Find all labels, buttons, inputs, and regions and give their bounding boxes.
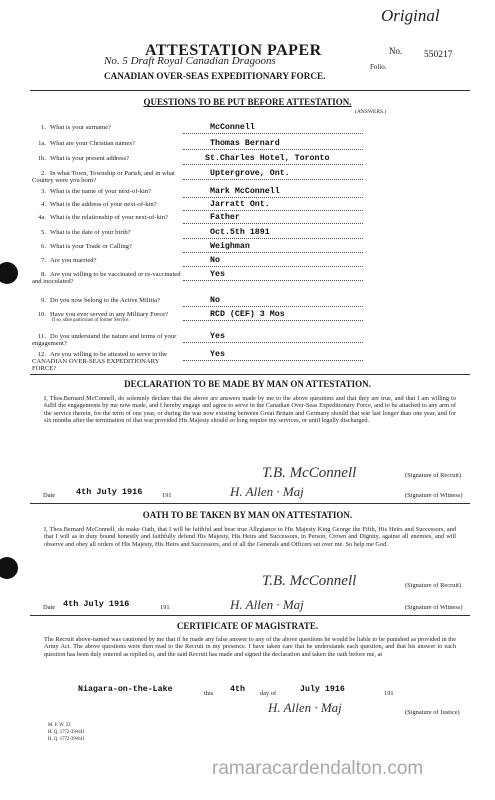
magistrate-heading: CERTIFICATE OF MAGISTRATE. — [176, 621, 319, 631]
answer-value: Yes — [210, 350, 225, 359]
question-text: In what Town, Township or Parish, and in what Country were you born? — [32, 170, 175, 184]
question-label — [32, 333, 182, 347]
recruit-signature-2: T.B. McConnell — [262, 573, 357, 589]
question-number: 7. — [41, 257, 46, 264]
question-text: What is the address of your next-of-kin? — [50, 201, 157, 208]
sig-witness-label-2: (Signature of Witness) — [405, 604, 463, 611]
question-number: 6. — [41, 243, 46, 250]
sig-recruit-label-1: (Signature of Recruit) — [405, 472, 462, 479]
question-number: 2. — [41, 170, 46, 177]
year-suffix-1: 191 — [162, 492, 172, 499]
divider — [30, 90, 470, 91]
question-label — [32, 351, 182, 372]
punch-hole-top — [0, 262, 18, 284]
magistrate-text: The Recruit above-named was cautioned by me that if he made any false answer to any of the above questions he would be liable to be punished as provided in the Army Act. The above questions were then read to the Recruit in my presence. I have taken care that he understands each question, and that his answer to each question has been duly entered as replied to, and the said Recruit has made and signed the declaration and taken the oath before me, at — [44, 636, 456, 658]
question-label — [32, 243, 182, 250]
question-text: What is your present address? — [50, 155, 130, 162]
question-text: What is your Trade or Calling? — [50, 243, 132, 250]
punch-hole-bottom — [0, 557, 18, 579]
declaration-text: I, Thos.Bernard McConnell, do solemnly declare that the above are answers made by me to the above questions and that they are true, and that I am willing to fulfil the engagements by me now made, and I hereby engage and agree to serve in the Canadian Over-Seas Expeditionary Force, and to be attached to any arm of the service therein, for the term of one year, or during the war now existing between Great Britain and Germany should that war last longer than one year, and for six months after the termination of that war provided His Majesty should so long require my services, or until legally discharged. — [44, 395, 456, 424]
divider — [30, 503, 470, 504]
question-text: Are you married? — [50, 257, 97, 264]
question-number: 12. — [37, 351, 46, 358]
justice-signature: H. Allen · Maj — [268, 700, 342, 715]
answer-value: Mark McConnell — [210, 187, 280, 196]
question-label — [32, 124, 182, 131]
question-label — [32, 201, 182, 208]
question-number: 8. — [41, 271, 46, 278]
question-label — [32, 271, 182, 285]
no-label: No. — [389, 46, 403, 56]
answer-value: McConnell — [210, 123, 255, 132]
answer-line — [183, 133, 363, 134]
question-label — [32, 311, 182, 318]
form-code-1: M. F. W. 23 — [48, 723, 71, 728]
answer-value: Yes — [210, 270, 225, 279]
question-text: Do you understand the nature and terms of your engagement? — [32, 333, 177, 347]
divider — [30, 374, 470, 375]
answer-line — [183, 238, 363, 239]
question-number: 1b. — [37, 155, 46, 162]
answer-line — [183, 342, 363, 343]
date-label-1: Date — [43, 492, 56, 499]
answer-line — [183, 320, 363, 321]
question-number: 1. — [41, 124, 46, 131]
question-text: Are you willing to be vaccinated or re-vaccinated and inoculated? — [32, 271, 181, 285]
question-number: 3. — [41, 188, 46, 195]
answer-line — [183, 252, 363, 253]
answers-label: (ANSWERS.) — [355, 109, 387, 115]
question-number: 10. — [37, 311, 46, 318]
magistrate-place: Niagara-on-the-Lake — [78, 685, 173, 694]
question-label — [32, 257, 182, 264]
folio-label: Folio. — [370, 63, 387, 71]
question-number: 11. — [38, 333, 46, 340]
oath-text: I, Thos.Bernard McConnell, do make Oath, that I will be faithful and bear true Allegiance to His Majesty King George the Fifth, His Heirs and Successors, and that I will as in duty bound honestly and faithfully defend His Majesty, His Heirs and Successors, in Person, Crown and Dignity, against all enemies, and will observe and obey all orders of His Majesty, His Heirs and Successors, and of all the Generals and Officers set over me. So help me God. — [44, 526, 456, 548]
date-label-2: Date — [43, 604, 56, 611]
question-number: 4. — [41, 201, 46, 208]
day-of-label: day of — [260, 690, 277, 697]
declaration-date: 4th July 1916 — [76, 487, 143, 497]
answer-line — [183, 306, 363, 307]
question-number: 1a. — [38, 140, 46, 147]
answer-value: No — [210, 256, 220, 265]
questions-heading: QUESTIONS TO BE PUT BEFORE ATTESTATION. — [143, 97, 352, 107]
year-suffix-3: 191 — [384, 690, 394, 697]
question-text: What is the date of your birth? — [50, 229, 131, 236]
witness-signature-2: H. Allen · Maj — [230, 597, 304, 612]
question-text: Have you ever served in any Military Force? — [50, 311, 169, 318]
regimental-number: 550217 — [424, 50, 453, 60]
answer-value: Uptergrove, Ont. — [210, 169, 290, 178]
answer-value: Thomas Bernard — [210, 139, 280, 148]
magistrate-month-year: July 1916 — [300, 685, 345, 694]
oath-heading: OATH TO BE TAKEN BY MAN ON ATTESTATION. — [142, 510, 353, 520]
answer-line — [183, 164, 363, 165]
question-label — [32, 140, 182, 147]
recruit-signature-1: T.B. McConnell — [262, 465, 357, 481]
question-label — [32, 155, 182, 162]
answer-value: RCD (CEF) 3 Mos — [210, 310, 285, 319]
question-text: Are you willing to be attested to serve in the CANADIAN OVER-SEAS EXPEDITIONARY FORCE? — [32, 351, 168, 372]
answer-line — [183, 280, 363, 281]
answer-line — [183, 360, 363, 361]
oath-date: 4th July 1916 — [63, 599, 130, 609]
answer-value: Weighman — [210, 242, 250, 251]
answer-line — [183, 149, 363, 150]
divider — [30, 615, 470, 616]
watermark: ramaracardendalton.com — [212, 758, 424, 779]
form-subtitle: CANADIAN OVER-SEAS EXPEDITIONARY FORCE. — [104, 71, 326, 81]
question-number: 9. — [41, 297, 46, 304]
answer-value: No — [210, 296, 220, 305]
answer-line — [183, 197, 363, 198]
answer-line — [183, 179, 363, 180]
q10-note: If so, state particulars of former Service. — [52, 318, 130, 323]
question-text: What is the name of your next-of-kin? — [50, 188, 152, 195]
answer-line — [183, 223, 363, 224]
answer-value: Jarratt Ont. — [210, 200, 270, 209]
question-text: What is the relationship of your next-of-kin? — [50, 214, 168, 221]
question-label — [32, 214, 182, 221]
sig-witness-label-1: (Signature of Witness) — [405, 492, 463, 499]
page-title: ATTESTATION PAPER — [145, 42, 322, 59]
form-code-2: H. Q. 1772-39-841 — [48, 730, 85, 735]
question-text: What is your surname? — [50, 124, 111, 131]
question-text: What are your Christian names? — [50, 140, 135, 147]
form-code-3: H. Q. 1772-39-841 — [48, 737, 85, 742]
question-number: 5. — [41, 229, 46, 236]
original-stamp: Original — [381, 6, 440, 25]
question-number: 4a. — [38, 214, 46, 221]
answer-line — [183, 266, 363, 267]
this-label: this — [204, 690, 214, 697]
question-label — [32, 229, 182, 236]
answer-value: Oct.5th 1891 — [210, 228, 270, 237]
answer-value: Father — [210, 213, 240, 222]
witness-signature-1: H. Allen · Maj — [230, 484, 304, 499]
question-text: Do you now belong to the Active Militia? — [50, 297, 161, 304]
sig-recruit-label-2: (Signature of Recruit) — [405, 582, 462, 589]
question-label — [32, 170, 182, 184]
unit-handwritten: No. 5 Draft Royal Canadian Dragoons — [104, 55, 276, 67]
year-suffix-2: 191 — [160, 604, 170, 611]
sig-justice-label: (Signature of Justice) — [405, 709, 460, 716]
answer-line — [183, 210, 363, 211]
answer-value: Yes — [210, 332, 225, 341]
question-label — [32, 297, 182, 304]
answer-value: St.Charles Hotel, Toronto — [205, 154, 330, 163]
declaration-heading: DECLARATION TO BE MADE BY MAN ON ATTESTATION. — [124, 379, 371, 389]
magistrate-day: 4th — [230, 685, 245, 694]
question-label — [32, 188, 182, 195]
